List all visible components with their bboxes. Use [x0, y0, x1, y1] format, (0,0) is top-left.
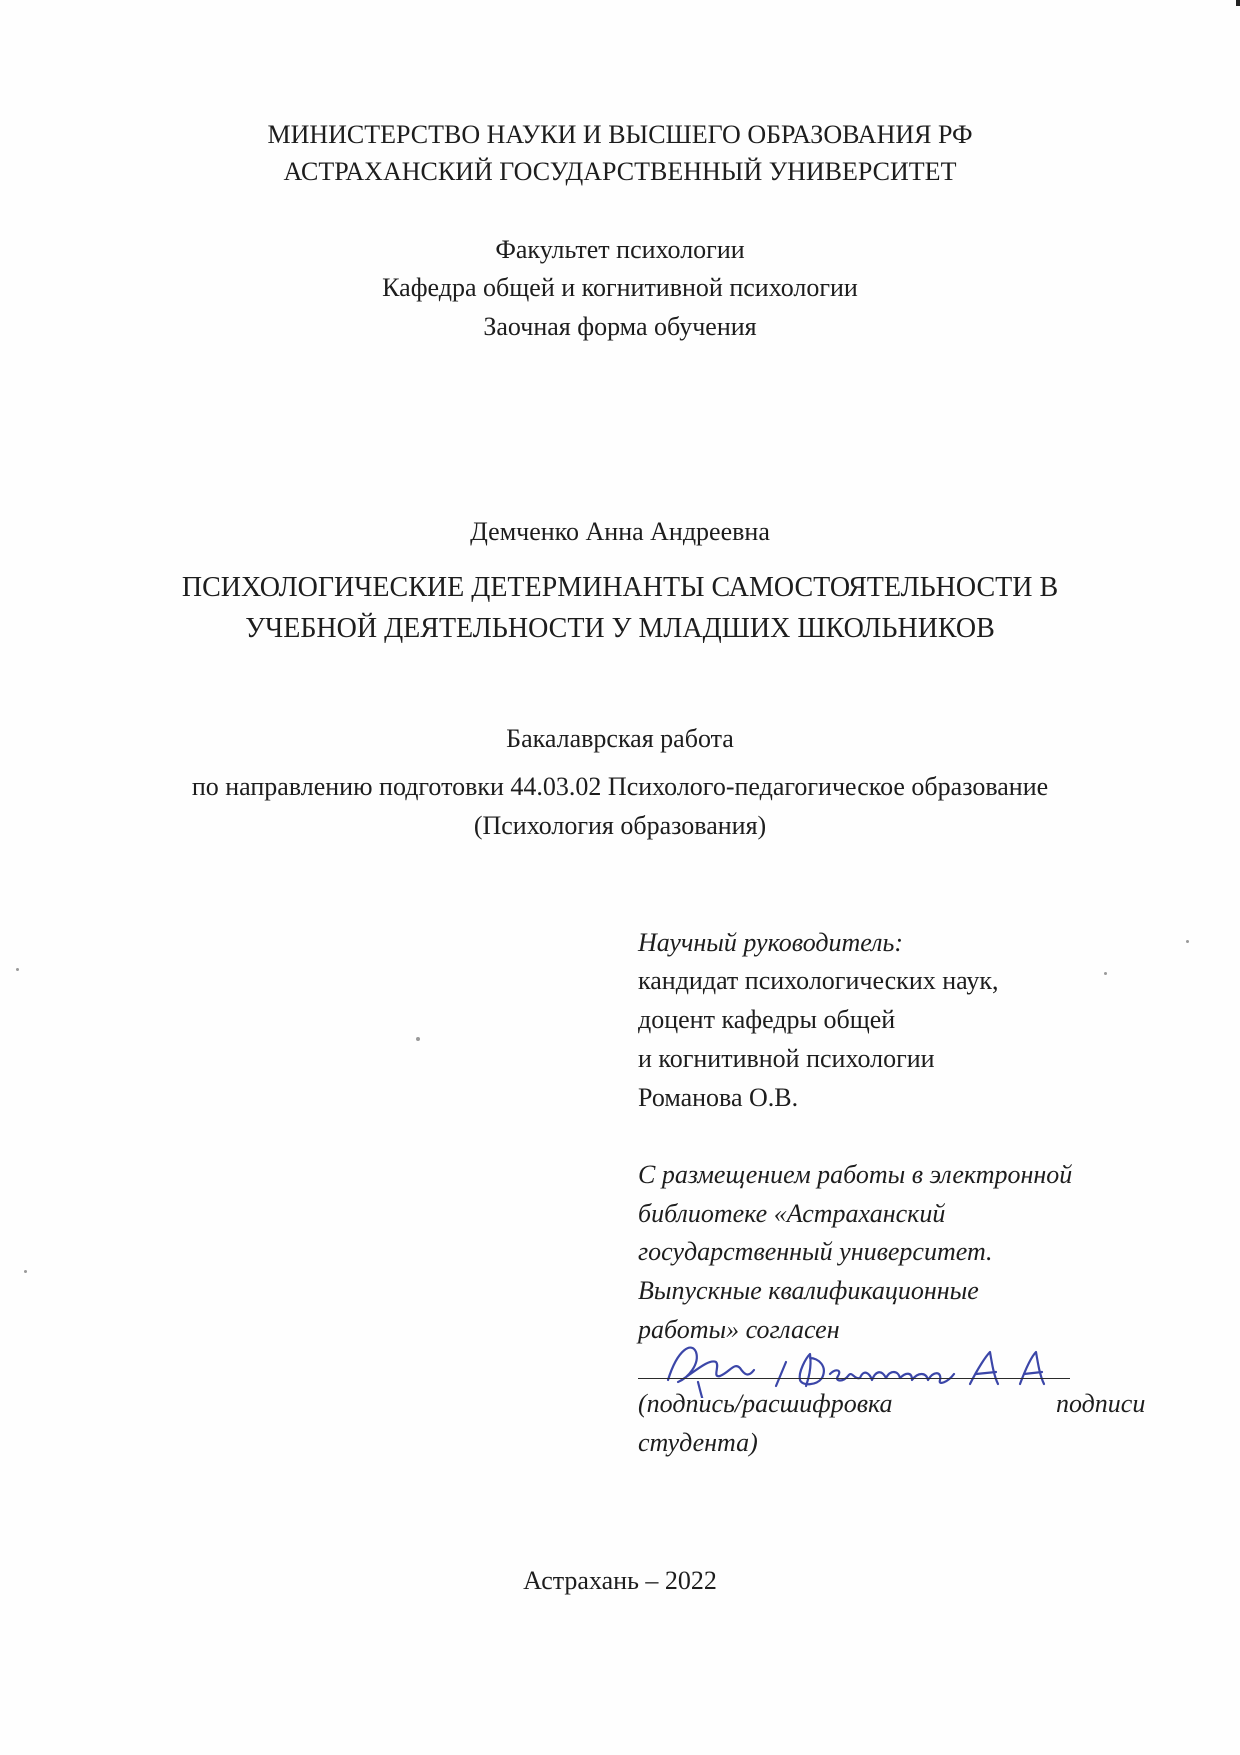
direction-line-2: (Психология образования) — [473, 811, 767, 840]
scan-speck — [416, 1037, 420, 1041]
scan-speck — [1104, 972, 1107, 975]
signature-line — [638, 1378, 1070, 1379]
consent-line-4: Выпускные квалификационные — [638, 1276, 979, 1305]
signature-caption-left: (подпись/расшифровка — [638, 1389, 893, 1418]
consent-line-5: работы» согласен — [638, 1315, 840, 1344]
city-year: Астрахань – 2022 — [523, 1566, 717, 1595]
scan-speck — [16, 968, 19, 971]
signature-caption-right: подписи — [1056, 1389, 1146, 1418]
consent-line-2: библиотеке «Астраханский — [638, 1199, 946, 1228]
scan-corner-mark — [1236, 0, 1240, 6]
author-name: Демченко Анна Андреевна — [470, 517, 770, 546]
supervisor-name: Романова О.В. — [638, 1083, 799, 1112]
faculty-name: Факультет психологии — [495, 235, 745, 264]
student-signature — [650, 1328, 1090, 1398]
department-name: Кафедра общей и когнитивной психологии — [382, 273, 858, 302]
work-type: Бакалаврская работа — [506, 724, 734, 753]
thesis-title-line-2: УЧЕБНОЙ ДЕЯТЕЛЬНОСТИ У МЛАДШИХ ШКОЛЬНИКОВ — [245, 613, 995, 644]
direction-line-1: по направлению подготовки 44.03.02 Психолого-педагогическое образование — [191, 772, 1049, 801]
supervisor-position: доцент кафедры общей — [638, 1005, 896, 1034]
supervisor-label: Научный руководитель: — [638, 928, 904, 957]
study-form: Заочная форма обучения — [483, 312, 757, 341]
ministry-name: МИНИСТЕРСТВО НАУКИ И ВЫСШЕГО ОБРАЗОВАНИЯ РФ — [267, 120, 973, 149]
scan-speck — [24, 1270, 27, 1273]
scan-speck — [1186, 940, 1189, 943]
thesis-title-line-1: ПСИХОЛОГИЧЕСКИЕ ДЕТЕРМИНАНТЫ САМОСТОЯТЕЛЬНОСТИ В — [181, 572, 1059, 603]
university-name: АСТРАХАНСКИЙ ГОСУДАРСТВЕННЫЙ УНИВЕРСИТЕТ — [283, 157, 957, 186]
consent-line-1: С размещением работы в электронной — [638, 1160, 1073, 1189]
signature-caption-line-2: студента) — [638, 1428, 758, 1457]
supervisor-degree: кандидат психологических наук, — [638, 966, 999, 995]
supervisor-department: и когнитивной психологии — [638, 1044, 935, 1073]
consent-line-3: государственный университет. — [638, 1237, 993, 1266]
